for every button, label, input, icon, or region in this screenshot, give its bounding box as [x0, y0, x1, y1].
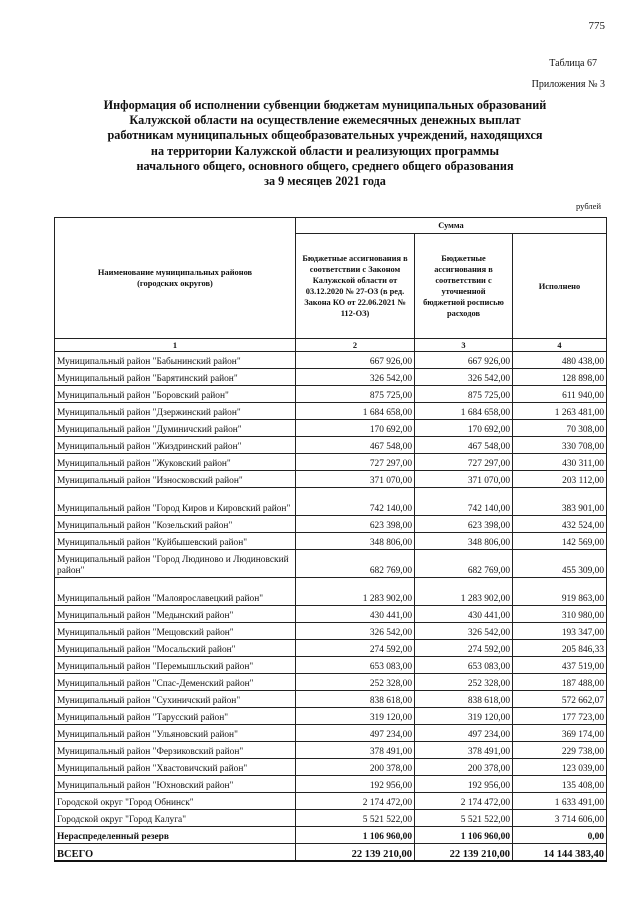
executed-cell: 369 174,00 — [513, 725, 607, 742]
law-allocation-cell: 274 592,00 — [296, 640, 415, 657]
law-allocation-cell: 378 491,00 — [296, 742, 415, 759]
refined-allocation-cell: 653 083,00 — [415, 657, 513, 674]
refined-allocation-cell: 1 684 658,00 — [415, 403, 513, 420]
executed-cell: 310 980,00 — [513, 606, 607, 623]
executed-cell: 229 738,00 — [513, 742, 607, 759]
column-number: 4 — [513, 339, 607, 352]
row-name: Муниципальный район "Дзержинский район" — [55, 403, 296, 420]
refined-allocation-cell: 875 725,00 — [415, 386, 513, 403]
page-number: 775 — [588, 20, 605, 32]
refined-allocation-cell: 1 283 902,00 — [415, 578, 513, 606]
title-line: начального общего, основного общего, среднего общего образования — [136, 158, 514, 173]
executed-cell: 430 311,00 — [513, 454, 607, 471]
law-allocation-cell: 2 174 472,00 — [296, 793, 415, 810]
refined-allocation-cell: 838 618,00 — [415, 691, 513, 708]
table-row — [55, 640, 607, 657]
table-body — [55, 352, 607, 862]
refined-allocation-cell: 252 328,00 — [415, 674, 513, 691]
table-row — [55, 810, 607, 827]
row-name: Муниципальный район "Медынский район" — [55, 606, 296, 623]
row-name: Муниципальный район "Город Киров и Кировский район" — [55, 488, 296, 516]
executed-cell: 330 708,00 — [513, 437, 607, 454]
table-row — [55, 623, 607, 640]
refined-allocation-cell: 5 521 522,00 — [415, 810, 513, 827]
title-line: Калужской области на осуществление ежемесячных денежных выплат — [129, 113, 521, 128]
law-allocation-cell: 727 297,00 — [296, 454, 415, 471]
table-row — [55, 844, 607, 862]
law-allocation-cell: 682 769,00 — [296, 550, 415, 578]
executed-cell: 0,00 — [513, 827, 607, 844]
column-number: 2 — [296, 339, 415, 352]
law-allocation-cell: 200 378,00 — [296, 759, 415, 776]
executed-cell: 919 863,00 — [513, 578, 607, 606]
law-allocation-cell: 1 106 960,00 — [296, 827, 415, 844]
executed-cell: 1 633 491,00 — [513, 793, 607, 810]
law-allocation-cell: 319 120,00 — [296, 708, 415, 725]
table-row — [55, 657, 607, 674]
table-row — [55, 759, 607, 776]
table-row — [55, 691, 607, 708]
row-name: Муниципальный район "Куйбышевский район" — [55, 533, 296, 550]
refined-allocation-cell: 727 297,00 — [415, 454, 513, 471]
refined-allocation-cell: 2 174 472,00 — [415, 793, 513, 810]
header-executed: Исполнено — [513, 234, 607, 339]
row-name: Муниципальный район "Сухиничский район" — [55, 691, 296, 708]
table-row — [55, 793, 607, 810]
table-row — [55, 827, 607, 844]
refined-allocation-cell: 1 106 960,00 — [415, 827, 513, 844]
title-line: за 9 месяцев 2021 года — [264, 174, 386, 189]
row-name: Муниципальный район "Малоярославецкий район" — [55, 578, 296, 606]
table-row — [55, 471, 607, 488]
header-sum: Сумма — [296, 218, 607, 234]
table-row — [55, 437, 607, 454]
executed-cell: 437 519,00 — [513, 657, 607, 674]
row-name: Муниципальный район "Спас-Деменский район" — [55, 674, 296, 691]
law-allocation-cell: 838 618,00 — [296, 691, 415, 708]
law-allocation-cell: 467 548,00 — [296, 437, 415, 454]
row-name: Муниципальный район "Жуковский район" — [55, 454, 296, 471]
law-allocation-cell: 5 521 522,00 — [296, 810, 415, 827]
subvention-table — [54, 217, 607, 862]
refined-allocation-cell: 170 692,00 — [415, 420, 513, 437]
row-name: Муниципальный район "Тарусский район" — [55, 708, 296, 725]
refined-allocation-cell: 274 592,00 — [415, 640, 513, 657]
executed-cell: 205 846,33 — [513, 640, 607, 657]
refined-allocation-cell: 742 140,00 — [415, 488, 513, 516]
appendix-label: Приложения № 3 — [531, 79, 605, 90]
table-row — [55, 550, 607, 578]
refined-allocation-cell: 326 542,00 — [415, 369, 513, 386]
table-row — [55, 725, 607, 742]
executed-cell: 187 488,00 — [513, 674, 607, 691]
law-allocation-cell: 1 684 658,00 — [296, 403, 415, 420]
law-allocation-cell: 326 542,00 — [296, 623, 415, 640]
law-allocation-cell: 875 725,00 — [296, 386, 415, 403]
executed-cell: 383 901,00 — [513, 488, 607, 516]
refined-allocation-cell: 326 542,00 — [415, 623, 513, 640]
row-name: Муниципальный район "Хвастовичский район" — [55, 759, 296, 776]
title-line: работникам муниципальных общеобразовательных учреждений, находящихся — [107, 128, 543, 143]
row-name: Муниципальный район "Юхновский район" — [55, 776, 296, 793]
refined-allocation-cell: 430 441,00 — [415, 606, 513, 623]
row-name: Муниципальный район "Ферзиковский район" — [55, 742, 296, 759]
law-allocation-cell: 326 542,00 — [296, 369, 415, 386]
executed-cell: 1 263 481,00 — [513, 403, 607, 420]
law-allocation-cell: 192 956,00 — [296, 776, 415, 793]
title-line: на территории Калужской области и реализующих программы — [150, 143, 500, 158]
row-name: Городской округ "Город Калуга" — [55, 810, 296, 827]
table-row — [55, 742, 607, 759]
table-row — [55, 386, 607, 403]
executed-cell: 193 347,00 — [513, 623, 607, 640]
executed-cell: 3 714 606,00 — [513, 810, 607, 827]
executed-cell: 177 723,00 — [513, 708, 607, 725]
executed-cell: 128 898,00 — [513, 369, 607, 386]
refined-allocation-cell: 319 120,00 — [415, 708, 513, 725]
column-number: 1 — [55, 339, 296, 352]
table-row — [55, 369, 607, 386]
executed-cell: 203 112,00 — [513, 471, 607, 488]
refined-allocation-cell: 467 548,00 — [415, 437, 513, 454]
refined-allocation-cell: 667 926,00 — [415, 352, 513, 369]
row-name: Муниципальный район "Город Людиново и Людиновский район" — [55, 550, 296, 578]
table-row — [55, 516, 607, 533]
law-allocation-cell: 623 398,00 — [296, 516, 415, 533]
executed-cell: 142 569,00 — [513, 533, 607, 550]
refined-allocation-cell: 22 139 210,00 — [415, 844, 513, 862]
law-allocation-cell: 497 234,00 — [296, 725, 415, 742]
table-row — [55, 488, 607, 516]
table-row — [55, 533, 607, 550]
table-row — [55, 674, 607, 691]
executed-cell: 480 438,00 — [513, 352, 607, 369]
executed-cell: 135 408,00 — [513, 776, 607, 793]
table-row — [55, 708, 607, 725]
document-title — [60, 98, 590, 189]
header-law-allocations: Бюджетные ассигнования в соответствии с Законом Калужской области от 03.12.2020 № 27-ОЗ (в ред. Закона КО от 22.06.2021 № 112-ОЗ) — [296, 234, 415, 339]
law-allocation-cell: 653 083,00 — [296, 657, 415, 674]
executed-cell: 70 308,00 — [513, 420, 607, 437]
row-name: Муниципальный район "Боровский район" — [55, 386, 296, 403]
column-number: 3 — [415, 339, 513, 352]
row-name: Муниципальный район "Бабынинский район" — [55, 352, 296, 369]
row-name: Муниципальный район "Мосальский район" — [55, 640, 296, 657]
table-row — [55, 420, 607, 437]
executed-cell: 14 144 383,40 — [513, 844, 607, 862]
row-name: Муниципальный район "Перемышльский район" — [55, 657, 296, 674]
law-allocation-cell: 371 070,00 — [296, 471, 415, 488]
row-name: Нераспределенный резерв — [55, 827, 296, 844]
executed-cell: 123 039,00 — [513, 759, 607, 776]
row-name: Муниципальный район "Козельский район" — [55, 516, 296, 533]
refined-allocation-cell: 497 234,00 — [415, 725, 513, 742]
executed-cell: 572 662,07 — [513, 691, 607, 708]
row-name: ВСЕГО — [55, 844, 296, 862]
row-name: Муниципальный район "Жиздринский район" — [55, 437, 296, 454]
law-allocation-cell: 252 328,00 — [296, 674, 415, 691]
row-name: Муниципальный район "Думиничский район" — [55, 420, 296, 437]
row-name: Городской округ "Город Обнинск" — [55, 793, 296, 810]
refined-allocation-cell: 200 378,00 — [415, 759, 513, 776]
table-row — [55, 578, 607, 606]
table-row — [55, 606, 607, 623]
refined-allocation-cell: 623 398,00 — [415, 516, 513, 533]
refined-allocation-cell: 371 070,00 — [415, 471, 513, 488]
refined-allocation-cell: 378 491,00 — [415, 742, 513, 759]
table-row — [55, 352, 607, 369]
table-row — [55, 776, 607, 793]
row-name: Муниципальный район "Мещовский район" — [55, 623, 296, 640]
law-allocation-cell: 667 926,00 — [296, 352, 415, 369]
row-name: Муниципальный район "Износковский район" — [55, 471, 296, 488]
refined-allocation-cell: 348 806,00 — [415, 533, 513, 550]
law-allocation-cell: 170 692,00 — [296, 420, 415, 437]
title-line: Информация об исполнении субвенции бюджетам муниципальных образований — [103, 98, 547, 112]
executed-cell: 455 309,00 — [513, 550, 607, 578]
law-allocation-cell: 430 441,00 — [296, 606, 415, 623]
row-name: Муниципальный район "Барятинский район" — [55, 369, 296, 386]
law-allocation-cell: 348 806,00 — [296, 533, 415, 550]
executed-cell: 611 940,00 — [513, 386, 607, 403]
law-allocation-cell: 1 283 902,00 — [296, 578, 415, 606]
units-label: рублей — [576, 201, 601, 211]
refined-allocation-cell: 192 956,00 — [415, 776, 513, 793]
executed-cell: 432 524,00 — [513, 516, 607, 533]
table-row — [55, 403, 607, 420]
header-refined-allocations: Бюджетные ассигнования в соответствии с уточненной бюджетной росписью расходов — [415, 234, 513, 339]
refined-allocation-cell: 682 769,00 — [415, 550, 513, 578]
table-row — [55, 454, 607, 471]
law-allocation-cell: 742 140,00 — [296, 488, 415, 516]
table-label: Таблица 67 — [549, 58, 597, 69]
law-allocation-cell: 22 139 210,00 — [296, 844, 415, 862]
header-name: Наименование муниципальных районов (городских округов) — [55, 218, 296, 339]
row-name: Муниципальный район "Ульяновский район" — [55, 725, 296, 742]
